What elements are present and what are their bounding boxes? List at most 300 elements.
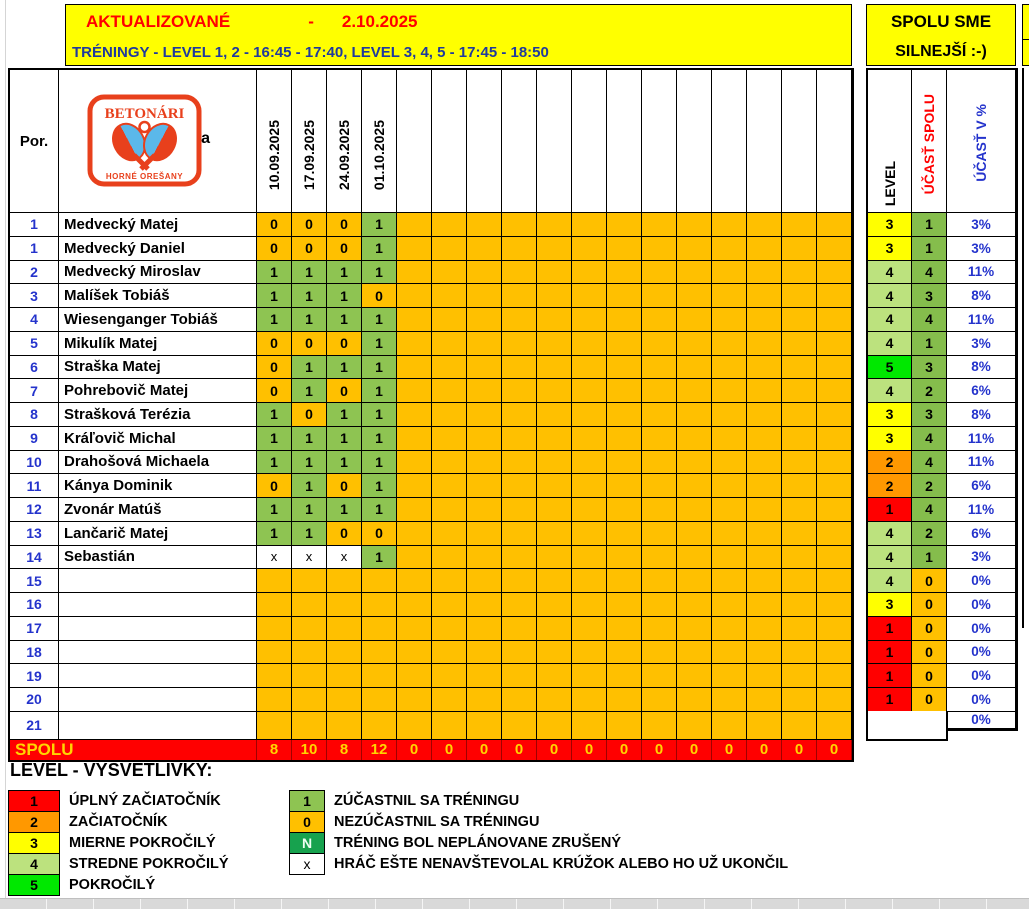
empty-date-header[interactable] bbox=[607, 70, 642, 213]
empty-date-header[interactable] bbox=[712, 70, 747, 213]
attendance-cell[interactable]: 1 bbox=[292, 427, 327, 451]
attendance-cell[interactable] bbox=[257, 712, 292, 740]
attendance-cell[interactable] bbox=[712, 213, 747, 237]
player-name-cell[interactable]: Zvonár Matúš bbox=[59, 498, 257, 522]
date-header[interactable] bbox=[362, 70, 397, 213]
attendance-cell[interactable] bbox=[292, 688, 327, 712]
total-cell[interactable]: 0 bbox=[912, 688, 947, 712]
por-cell[interactable]: 1 bbox=[10, 237, 59, 261]
attendance-cell[interactable] bbox=[292, 593, 327, 617]
attendance-cell[interactable] bbox=[397, 712, 432, 740]
attendance-cell[interactable] bbox=[817, 213, 852, 237]
attendance-cell[interactable] bbox=[607, 332, 642, 356]
player-name-cell[interactable]: Strašková Terézia bbox=[59, 403, 257, 427]
por-cell[interactable]: 15 bbox=[10, 569, 59, 593]
attendance-cell[interactable] bbox=[397, 593, 432, 617]
por-cell[interactable]: 12 bbox=[10, 498, 59, 522]
attendance-cell[interactable]: 0 bbox=[362, 284, 397, 308]
attendance-cell[interactable] bbox=[817, 427, 852, 451]
attendance-cell[interactable] bbox=[502, 546, 537, 570]
attendance-cell[interactable] bbox=[537, 284, 572, 308]
attendance-cell[interactable] bbox=[607, 356, 642, 380]
attendance-cell[interactable]: 1 bbox=[257, 284, 292, 308]
attendance-cell[interactable] bbox=[817, 261, 852, 285]
total-cell[interactable]: 2 bbox=[912, 474, 947, 498]
attendance-cell[interactable] bbox=[257, 617, 292, 641]
player-name-cell[interactable]: Pohrebovič Matej bbox=[59, 379, 257, 403]
attendance-cell[interactable] bbox=[607, 498, 642, 522]
attendance-cell[interactable]: 1 bbox=[362, 451, 397, 475]
attendance-cell[interactable] bbox=[747, 498, 782, 522]
por-cell[interactable]: 6 bbox=[10, 356, 59, 380]
level-cell[interactable]: 2 bbox=[868, 474, 912, 498]
attendance-cell[interactable] bbox=[467, 617, 502, 641]
legend-mark-swatch[interactable]: N bbox=[289, 832, 325, 854]
attendance-cell[interactable] bbox=[747, 546, 782, 570]
attendance-cell[interactable]: 1 bbox=[362, 403, 397, 427]
attendance-cell[interactable] bbox=[432, 569, 467, 593]
level-cell[interactable]: 1 bbox=[868, 617, 912, 641]
percent-cell[interactable]: 11% bbox=[947, 308, 1016, 332]
attendance-cell[interactable] bbox=[502, 356, 537, 380]
attendance-cell[interactable] bbox=[712, 237, 747, 261]
attendance-cell[interactable]: 1 bbox=[327, 451, 362, 475]
empty-date-header[interactable] bbox=[432, 70, 467, 213]
legend-mark-label[interactable]: TRÉNING BOL NEPLÁNOVANE ZRUŠENÝ bbox=[334, 835, 622, 851]
attendance-cell[interactable]: 1 bbox=[362, 261, 397, 285]
attendance-cell[interactable] bbox=[397, 427, 432, 451]
attendance-cell[interactable]: 0 bbox=[327, 332, 362, 356]
attendance-cell[interactable] bbox=[362, 641, 397, 665]
attendance-cell[interactable] bbox=[607, 403, 642, 427]
attendance-cell[interactable]: 1 bbox=[327, 284, 362, 308]
attendance-cell[interactable] bbox=[292, 617, 327, 641]
attendance-cell[interactable] bbox=[327, 593, 362, 617]
attendance-cell[interactable] bbox=[362, 688, 397, 712]
attendance-cell[interactable] bbox=[642, 308, 677, 332]
empty-date-header[interactable] bbox=[642, 70, 677, 213]
attendance-cell[interactable]: 1 bbox=[292, 356, 327, 380]
percent-cell[interactable]: 6% bbox=[947, 474, 1016, 498]
attendance-cell[interactable] bbox=[432, 284, 467, 308]
percent-cell[interactable]: 8% bbox=[947, 356, 1016, 380]
attendance-cell[interactable] bbox=[782, 522, 817, 546]
player-name-cell[interactable] bbox=[59, 688, 257, 712]
attendance-cell[interactable] bbox=[817, 712, 852, 740]
attendance-cell[interactable] bbox=[327, 569, 362, 593]
attendance-cell[interactable]: 1 bbox=[362, 498, 397, 522]
attendance-cell[interactable] bbox=[432, 546, 467, 570]
attendance-cell[interactable] bbox=[677, 593, 712, 617]
spolu-value-cell[interactable]: 0 bbox=[712, 740, 747, 760]
attendance-cell[interactable] bbox=[292, 664, 327, 688]
attendance-cell[interactable]: 0 bbox=[257, 379, 292, 403]
attendance-cell[interactable]: 0 bbox=[327, 474, 362, 498]
attendance-cell[interactable] bbox=[607, 522, 642, 546]
attendance-cell[interactable] bbox=[502, 308, 537, 332]
spolu-value-cell[interactable]: 8 bbox=[327, 740, 362, 760]
legend-mark-swatch[interactable]: x bbox=[289, 853, 325, 875]
attendance-cell[interactable] bbox=[747, 593, 782, 617]
attendance-cell[interactable] bbox=[817, 356, 852, 380]
attendance-cell[interactable] bbox=[817, 641, 852, 665]
attendance-cell[interactable] bbox=[782, 356, 817, 380]
attendance-cell[interactable] bbox=[327, 664, 362, 688]
attendance-cell[interactable] bbox=[817, 308, 852, 332]
attendance-cell[interactable] bbox=[677, 451, 712, 475]
attendance-cell[interactable] bbox=[397, 474, 432, 498]
attendance-cell[interactable] bbox=[817, 237, 852, 261]
por-cell[interactable]: 18 bbox=[10, 641, 59, 665]
attendance-cell[interactable] bbox=[747, 379, 782, 403]
level-cell[interactable]: 1 bbox=[868, 664, 912, 688]
attendance-cell[interactable] bbox=[572, 569, 607, 593]
attendance-cell[interactable]: 0 bbox=[292, 237, 327, 261]
attendance-cell[interactable] bbox=[642, 403, 677, 427]
empty-date-header[interactable] bbox=[537, 70, 572, 213]
attendance-cell[interactable] bbox=[747, 356, 782, 380]
attendance-cell[interactable] bbox=[642, 664, 677, 688]
attendance-cell[interactable] bbox=[782, 284, 817, 308]
attendance-cell[interactable] bbox=[397, 664, 432, 688]
attendance-cell[interactable] bbox=[607, 284, 642, 308]
attendance-cell[interactable]: x bbox=[257, 546, 292, 570]
attendance-cell[interactable] bbox=[782, 712, 817, 740]
percent-cell[interactable]: 11% bbox=[947, 261, 1016, 285]
player-name-cell[interactable]: Straška Matej bbox=[59, 356, 257, 380]
attendance-cell[interactable]: 1 bbox=[327, 308, 362, 332]
percent-cell[interactable]: 11% bbox=[947, 498, 1016, 522]
attendance-cell[interactable] bbox=[537, 427, 572, 451]
total-cell[interactable]: 0 bbox=[912, 641, 947, 665]
attendance-cell[interactable] bbox=[572, 617, 607, 641]
player-name-cell[interactable]: Drahošová Michaela bbox=[59, 451, 257, 475]
spolu-value-cell[interactable]: 0 bbox=[677, 740, 712, 760]
attendance-cell[interactable] bbox=[467, 356, 502, 380]
por-cell[interactable]: 16 bbox=[10, 593, 59, 617]
level-cell[interactable]: 4 bbox=[868, 332, 912, 356]
attendance-cell[interactable] bbox=[292, 641, 327, 665]
attendance-cell[interactable] bbox=[467, 427, 502, 451]
total-cell[interactable]: 1 bbox=[912, 213, 947, 237]
attendance-cell[interactable] bbox=[642, 451, 677, 475]
player-name-cell[interactable]: Lančarič Matej bbox=[59, 522, 257, 546]
level-cell[interactable]: 1 bbox=[868, 688, 912, 712]
attendance-cell[interactable] bbox=[677, 546, 712, 570]
attendance-cell[interactable] bbox=[642, 284, 677, 308]
por-cell[interactable]: 13 bbox=[10, 522, 59, 546]
por-cell[interactable]: 1 bbox=[10, 213, 59, 237]
empty-date-header[interactable] bbox=[467, 70, 502, 213]
percent-cell[interactable]: 0% bbox=[947, 688, 1016, 712]
por-cell[interactable]: 2 bbox=[10, 261, 59, 285]
player-name-cell[interactable] bbox=[59, 569, 257, 593]
attendance-cell[interactable] bbox=[607, 379, 642, 403]
attendance-cell[interactable]: 1 bbox=[257, 261, 292, 285]
attendance-cell[interactable] bbox=[782, 308, 817, 332]
attendance-cell[interactable] bbox=[502, 332, 537, 356]
attendance-cell[interactable]: 0 bbox=[257, 474, 292, 498]
percent-cell[interactable]: 6% bbox=[947, 522, 1016, 546]
attendance-cell[interactable] bbox=[642, 261, 677, 285]
percent-cell[interactable]: 3% bbox=[947, 546, 1016, 570]
attendance-cell[interactable] bbox=[607, 451, 642, 475]
attendance-cell[interactable] bbox=[642, 213, 677, 237]
spolu-value-cell[interactable]: 0 bbox=[747, 740, 782, 760]
por-header[interactable]: Por. bbox=[10, 70, 59, 213]
spolu-value-cell[interactable]: 12 bbox=[362, 740, 397, 760]
attendance-cell[interactable] bbox=[712, 664, 747, 688]
attendance-cell[interactable] bbox=[712, 617, 747, 641]
empty-date-header[interactable] bbox=[817, 70, 852, 213]
attendance-cell[interactable] bbox=[467, 237, 502, 261]
attendance-cell[interactable]: 0 bbox=[327, 522, 362, 546]
attendance-cell[interactable] bbox=[502, 641, 537, 665]
percent-cell[interactable]: 3% bbox=[947, 213, 1016, 237]
attendance-cell[interactable] bbox=[642, 688, 677, 712]
spolu-value-cell[interactable]: 0 bbox=[537, 740, 572, 760]
player-name-cell[interactable]: Medvecký Daniel bbox=[59, 237, 257, 261]
attendance-cell[interactable] bbox=[362, 593, 397, 617]
attendance-cell[interactable]: x bbox=[292, 546, 327, 570]
attendance-cell[interactable] bbox=[502, 474, 537, 498]
attendance-cell[interactable]: 1 bbox=[257, 427, 292, 451]
attendance-cell[interactable] bbox=[537, 641, 572, 665]
attendance-cell[interactable] bbox=[432, 641, 467, 665]
attendance-cell[interactable] bbox=[572, 451, 607, 475]
level-cell[interactable]: 5 bbox=[868, 356, 912, 380]
attendance-cell[interactable] bbox=[432, 237, 467, 261]
attendance-cell[interactable] bbox=[782, 332, 817, 356]
attendance-cell[interactable] bbox=[712, 522, 747, 546]
attendance-cell[interactable] bbox=[397, 546, 432, 570]
date-header[interactable] bbox=[327, 70, 362, 213]
attendance-cell[interactable] bbox=[257, 593, 292, 617]
attendance-cell[interactable] bbox=[712, 688, 747, 712]
attendance-cell[interactable] bbox=[642, 474, 677, 498]
attendance-cell[interactable] bbox=[677, 237, 712, 261]
legend-mark-swatch[interactable]: 1 bbox=[289, 790, 325, 812]
attendance-cell[interactable] bbox=[502, 403, 537, 427]
attendance-cell[interactable] bbox=[677, 641, 712, 665]
attendance-cell[interactable] bbox=[397, 284, 432, 308]
level-cell[interactable]: 3 bbox=[868, 213, 912, 237]
attendance-cell[interactable]: 1 bbox=[362, 427, 397, 451]
attendance-cell[interactable] bbox=[502, 213, 537, 237]
attendance-cell[interactable] bbox=[502, 522, 537, 546]
attendance-cell[interactable] bbox=[502, 284, 537, 308]
attendance-cell[interactable] bbox=[782, 664, 817, 688]
percent-cell[interactable]: 0% bbox=[947, 641, 1016, 665]
attendance-cell[interactable] bbox=[537, 569, 572, 593]
por-cell[interactable]: 11 bbox=[10, 474, 59, 498]
attendance-cell[interactable] bbox=[502, 593, 537, 617]
percent-header[interactable] bbox=[947, 70, 1016, 213]
legend-level-swatch[interactable]: 2 bbox=[8, 811, 60, 833]
attendance-cell[interactable] bbox=[572, 403, 607, 427]
attendance-cell[interactable] bbox=[537, 593, 572, 617]
spolu-value-cell[interactable]: 0 bbox=[502, 740, 537, 760]
attendance-cell[interactable] bbox=[432, 451, 467, 475]
attendance-cell[interactable] bbox=[397, 569, 432, 593]
attendance-cell[interactable]: 1 bbox=[257, 498, 292, 522]
attendance-cell[interactable] bbox=[607, 688, 642, 712]
attendance-cell[interactable] bbox=[747, 569, 782, 593]
updated-banner[interactable] bbox=[65, 4, 852, 40]
level-cell[interactable]: 3 bbox=[868, 593, 912, 617]
attendance-cell[interactable] bbox=[817, 688, 852, 712]
attendance-cell[interactable] bbox=[432, 617, 467, 641]
attendance-cell[interactable] bbox=[432, 308, 467, 332]
legend-level-swatch[interactable]: 4 bbox=[8, 853, 60, 875]
spolu-label-cell[interactable]: SPOLU bbox=[10, 740, 257, 760]
attendance-cell[interactable] bbox=[712, 284, 747, 308]
attendance-cell[interactable] bbox=[747, 403, 782, 427]
attendance-cell[interactable] bbox=[362, 617, 397, 641]
percent-cell[interactable]: 0% bbox=[947, 664, 1016, 688]
attendance-cell[interactable] bbox=[467, 332, 502, 356]
attendance-cell[interactable] bbox=[362, 712, 397, 740]
attendance-cell[interactable] bbox=[537, 664, 572, 688]
attendance-cell[interactable] bbox=[642, 356, 677, 380]
attendance-cell[interactable] bbox=[712, 379, 747, 403]
attendance-cell[interactable] bbox=[572, 332, 607, 356]
attendance-cell[interactable] bbox=[712, 451, 747, 475]
attendance-cell[interactable]: 0 bbox=[292, 332, 327, 356]
level-cell[interactable]: 4 bbox=[868, 284, 912, 308]
attendance-cell[interactable] bbox=[397, 403, 432, 427]
attendance-cell[interactable] bbox=[432, 688, 467, 712]
por-cell[interactable]: 9 bbox=[10, 427, 59, 451]
attendance-cell[interactable] bbox=[817, 284, 852, 308]
attendance-cell[interactable] bbox=[817, 522, 852, 546]
attendance-cell[interactable] bbox=[642, 641, 677, 665]
spolu-value-cell[interactable]: 0 bbox=[817, 740, 852, 760]
legend-level-swatch[interactable]: 3 bbox=[8, 832, 60, 854]
spolu-value-cell[interactable]: 0 bbox=[397, 740, 432, 760]
attendance-cell[interactable] bbox=[747, 427, 782, 451]
motto-line2-cell[interactable] bbox=[866, 39, 1016, 66]
attendance-cell[interactable] bbox=[677, 664, 712, 688]
attendance-cell[interactable] bbox=[817, 569, 852, 593]
attendance-cell[interactable] bbox=[537, 308, 572, 332]
por-cell[interactable]: 3 bbox=[10, 284, 59, 308]
total-cell[interactable]: 3 bbox=[912, 284, 947, 308]
attendance-cell[interactable] bbox=[677, 688, 712, 712]
attendance-cell[interactable] bbox=[502, 237, 537, 261]
legend-mark-label[interactable]: HRÁČ EŠTE NENAVŠTEVOLAL KRÚŽOK ALEBO HO UŽ UKONČIL bbox=[334, 856, 789, 872]
attendance-cell[interactable] bbox=[537, 474, 572, 498]
percent-cell[interactable]: 0% bbox=[947, 569, 1016, 593]
percent-cell[interactable]: 3% bbox=[947, 332, 1016, 356]
attendance-cell[interactable] bbox=[712, 498, 747, 522]
player-name-cell[interactable]: Medvecký Miroslav bbox=[59, 261, 257, 285]
legend-level-swatch[interactable]: 1 bbox=[8, 790, 60, 812]
attendance-cell[interactable] bbox=[502, 498, 537, 522]
level-cell[interactable]: 3 bbox=[868, 403, 912, 427]
attendance-cell[interactable] bbox=[327, 641, 362, 665]
por-cell[interactable]: 8 bbox=[10, 403, 59, 427]
legend-mark-label[interactable]: NEZÚČASTNIL SA TRÉNINGU bbox=[334, 814, 540, 830]
attendance-cell[interactable] bbox=[572, 308, 607, 332]
attendance-cell[interactable] bbox=[782, 641, 817, 665]
spolu-value-cell[interactable]: 0 bbox=[607, 740, 642, 760]
level-cell[interactable]: 3 bbox=[868, 427, 912, 451]
attendance-cell[interactable] bbox=[502, 664, 537, 688]
attendance-cell[interactable] bbox=[782, 593, 817, 617]
attendance-cell[interactable] bbox=[257, 641, 292, 665]
attendance-cell[interactable] bbox=[747, 664, 782, 688]
attendance-cell[interactable]: 1 bbox=[362, 308, 397, 332]
attendance-cell[interactable] bbox=[677, 403, 712, 427]
attendance-cell[interactable]: 1 bbox=[362, 356, 397, 380]
attendance-cell[interactable]: 1 bbox=[362, 474, 397, 498]
percent-cell[interactable]: 0% bbox=[947, 593, 1016, 617]
attendance-cell[interactable] bbox=[327, 617, 362, 641]
attendance-cell[interactable]: 1 bbox=[257, 522, 292, 546]
attendance-cell[interactable] bbox=[677, 284, 712, 308]
attendance-cell[interactable] bbox=[747, 308, 782, 332]
attendance-cell[interactable] bbox=[712, 569, 747, 593]
por-cell[interactable]: 10 bbox=[10, 451, 59, 475]
total-cell[interactable]: 4 bbox=[912, 308, 947, 332]
attendance-cell[interactable] bbox=[747, 712, 782, 740]
attendance-cell[interactable] bbox=[782, 403, 817, 427]
attendance-cell[interactable] bbox=[747, 522, 782, 546]
attendance-cell[interactable] bbox=[817, 498, 852, 522]
attendance-cell[interactable] bbox=[432, 261, 467, 285]
attendance-cell[interactable] bbox=[712, 712, 747, 740]
legend-level-label[interactable]: ZAČIATOČNÍK bbox=[69, 814, 168, 830]
attendance-cell[interactable] bbox=[397, 498, 432, 522]
attendance-cell[interactable] bbox=[677, 522, 712, 546]
attendance-cell[interactable] bbox=[432, 427, 467, 451]
empty-date-header[interactable] bbox=[502, 70, 537, 213]
attendance-cell[interactable] bbox=[642, 237, 677, 261]
level-cell[interactable]: 1 bbox=[868, 641, 912, 665]
attendance-cell[interactable]: 0 bbox=[257, 332, 292, 356]
spolu-value-cell[interactable]: 0 bbox=[572, 740, 607, 760]
attendance-cell[interactable] bbox=[467, 284, 502, 308]
total-cell[interactable]: 4 bbox=[912, 451, 947, 475]
attendance-cell[interactable] bbox=[712, 427, 747, 451]
attendance-cell[interactable] bbox=[397, 332, 432, 356]
attendance-cell[interactable] bbox=[572, 284, 607, 308]
schedule-banner[interactable] bbox=[65, 39, 852, 66]
percent-cell[interactable]: 0% bbox=[947, 712, 1016, 729]
attendance-cell[interactable] bbox=[467, 593, 502, 617]
attendance-cell[interactable] bbox=[257, 664, 292, 688]
attendance-cell[interactable] bbox=[747, 617, 782, 641]
attendance-cell[interactable] bbox=[782, 688, 817, 712]
attendance-cell[interactable] bbox=[712, 308, 747, 332]
attendance-cell[interactable] bbox=[397, 617, 432, 641]
attendance-cell[interactable] bbox=[537, 237, 572, 261]
percent-cell[interactable]: 11% bbox=[947, 427, 1016, 451]
percent-cell[interactable]: 6% bbox=[947, 379, 1016, 403]
attendance-cell[interactable] bbox=[537, 379, 572, 403]
attendance-cell[interactable] bbox=[782, 213, 817, 237]
attendance-cell[interactable] bbox=[747, 641, 782, 665]
attendance-cell[interactable] bbox=[502, 379, 537, 403]
attendance-cell[interactable]: 1 bbox=[292, 308, 327, 332]
attendance-cell[interactable] bbox=[537, 712, 572, 740]
total-cell[interactable]: 3 bbox=[912, 356, 947, 380]
attendance-cell[interactable] bbox=[502, 617, 537, 641]
attendance-cell[interactable] bbox=[432, 498, 467, 522]
level-cell[interactable]: 3 bbox=[868, 237, 912, 261]
attendance-cell[interactable] bbox=[397, 379, 432, 403]
